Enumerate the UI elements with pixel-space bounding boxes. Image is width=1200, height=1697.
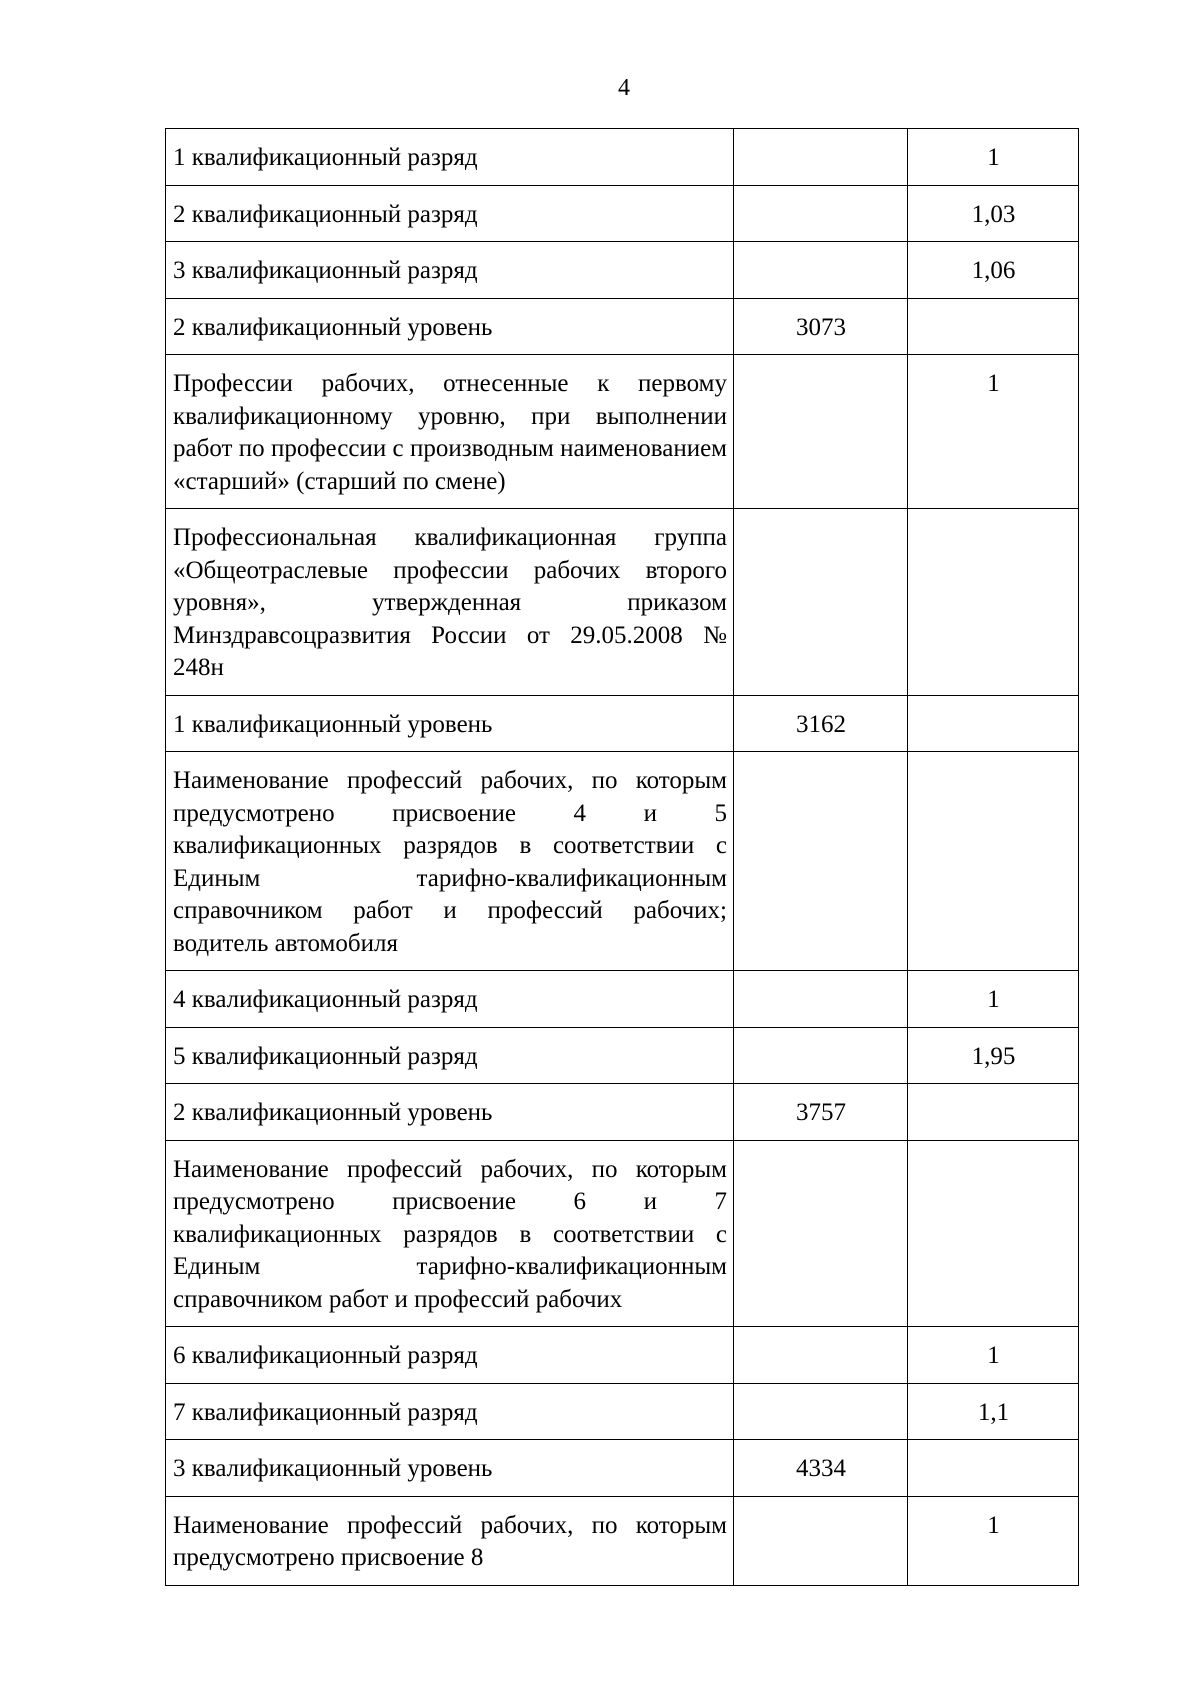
row-salary-cell xyxy=(734,242,908,299)
row-coefficient-cell: 1 xyxy=(908,129,1079,186)
table-row xyxy=(166,971,1079,1028)
table-row xyxy=(166,752,1079,971)
row-coefficient-cell: 1 xyxy=(908,355,1079,509)
row-name-cell: 4 квалификационный разряд xyxy=(166,971,734,1028)
row-coefficient-cell: 1,06 xyxy=(908,242,1079,299)
row-salary-cell xyxy=(734,1327,908,1384)
row-coefficient-cell: 1,95 xyxy=(908,1027,1079,1084)
table-row xyxy=(166,298,1079,355)
row-coefficient-cell: 1 xyxy=(908,1496,1079,1585)
table-row xyxy=(166,1027,1079,1084)
row-name-cell: Наименование профессий рабочих, по которым предусмотрено присвоение 8 xyxy=(166,1496,734,1585)
row-coefficient-cell: 1 xyxy=(908,1327,1079,1384)
row-name-cell: 1 квалификационный разряд xyxy=(166,129,734,186)
row-coefficient-cell xyxy=(908,1084,1079,1141)
row-salary-cell xyxy=(734,1027,908,1084)
table-row xyxy=(166,185,1079,242)
row-salary-cell: 3073 xyxy=(734,298,908,355)
row-name-cell: 6 квалификационный разряд xyxy=(166,1327,734,1384)
row-salary-cell xyxy=(734,185,908,242)
row-salary-cell: 4334 xyxy=(734,1440,908,1497)
row-coefficient-cell xyxy=(908,695,1079,752)
row-salary-cell xyxy=(734,971,908,1028)
row-coefficient-cell: 1,1 xyxy=(908,1383,1079,1440)
qualification-table xyxy=(165,128,1079,1586)
table-row xyxy=(166,1140,1079,1327)
row-name-cell: Профессиональная квалификационная группа «Общеотраслевые профессии рабочих второго уровня», утвержденная приказом Минздравсоцразвития России от 29.05.2008 № 248н xyxy=(166,509,734,696)
table-row xyxy=(166,242,1079,299)
row-coefficient-cell xyxy=(908,1140,1079,1327)
row-salary-cell: 3162 xyxy=(734,695,908,752)
row-name-cell: 1 квалификационный уровень xyxy=(166,695,734,752)
table-row xyxy=(166,1440,1079,1497)
row-name-cell: 5 квалификационный разряд xyxy=(166,1027,734,1084)
row-name-cell: Наименование профессий рабочих, по которым предусмотрено присвоение 6 и 7 квалификационных разрядов в соответствии с Единым тарифно-квалификационным справочником работ и профессий рабочих xyxy=(166,1140,734,1327)
page-number: 4 xyxy=(618,75,630,101)
row-name-cell: Профессии рабочих, отнесенные к первому квалификационному уровню, при выполнении работ по профессии с производным наименованием «старший» (старший по смене) xyxy=(166,355,734,509)
table-row xyxy=(166,509,1079,696)
row-coefficient-cell xyxy=(908,509,1079,696)
row-coefficient-cell xyxy=(908,298,1079,355)
row-salary-cell xyxy=(734,1383,908,1440)
row-coefficient-cell xyxy=(908,752,1079,971)
row-name-cell: 7 квалификационный разряд xyxy=(166,1383,734,1440)
row-name-cell: 3 квалификационный уровень xyxy=(166,1440,734,1497)
row-coefficient-cell xyxy=(908,1440,1079,1497)
row-name-cell: Наименование профессий рабочих, по которым предусмотрено присвоение 4 и 5 квалификационных разрядов в соответствии с Единым тарифно-квалификационным справочником работ и профессий рабочих; водитель автомобиля xyxy=(166,752,734,971)
row-name-cell: 2 квалификационный уровень xyxy=(166,298,734,355)
table-row xyxy=(166,1327,1079,1384)
table-row xyxy=(166,1084,1079,1141)
row-name-cell: 2 квалификационный уровень xyxy=(166,1084,734,1141)
row-coefficient-cell: 1 xyxy=(908,971,1079,1028)
table-row xyxy=(166,129,1079,186)
row-salary-cell xyxy=(734,1140,908,1327)
row-coefficient-cell: 1,03 xyxy=(908,185,1079,242)
row-name-cell: 3 квалификационный разряд xyxy=(166,242,734,299)
row-salary-cell xyxy=(734,1496,908,1585)
table-row xyxy=(166,1496,1079,1585)
row-salary-cell xyxy=(734,129,908,186)
row-salary-cell xyxy=(734,509,908,696)
table-row xyxy=(166,355,1079,509)
row-name-cell: 2 квалификационный разряд xyxy=(166,185,734,242)
table-row xyxy=(166,1383,1079,1440)
row-salary-cell: 3757 xyxy=(734,1084,908,1141)
table-row xyxy=(166,695,1079,752)
row-salary-cell xyxy=(734,355,908,509)
row-salary-cell xyxy=(734,752,908,971)
